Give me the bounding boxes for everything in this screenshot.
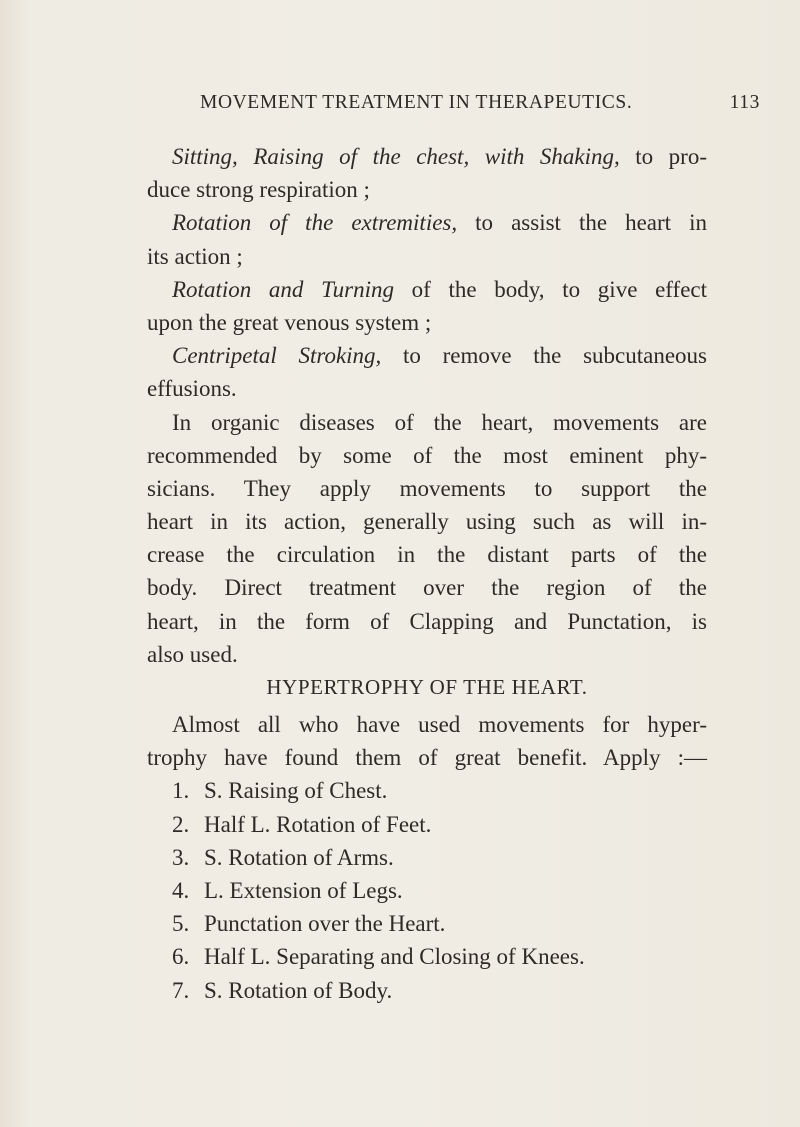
list-item (147, 874, 707, 907)
list-number: 6. (172, 944, 190, 970)
list-text: L. Extension of Legs. (204, 877, 403, 903)
list-text: Half L. Rotation of Feet. (204, 811, 432, 837)
text-line (147, 339, 707, 372)
list-item (147, 774, 707, 807)
text-line (147, 206, 707, 239)
page-number: 113 (729, 92, 760, 113)
text-line: heart, in the form of Clapping and Punctation, is (147, 608, 707, 634)
text-line: sicians. They apply movements to support the (147, 475, 707, 501)
text-line: crease the circulation in the distant parts of the (147, 542, 707, 568)
text-line: In organic diseases of the heart, movements are (172, 409, 707, 435)
list-item (147, 940, 707, 973)
list-number: 5. (172, 911, 190, 937)
text-line: recommended by some of the most eminent phy- (147, 442, 707, 468)
text-line: Almost all who have used movements for hyper- (172, 712, 707, 737)
text-line: trophy have found them of great benefit. Apply :— (147, 745, 707, 771)
list-text: S. Rotation of Body. (204, 977, 393, 1003)
text-line: its action ; (147, 243, 243, 269)
body-text-bottom (147, 708, 707, 1007)
italic-phrase: Rotation of the extremities, (172, 210, 458, 236)
list-text: Punctation over the Heart. (204, 911, 446, 937)
section-heading: HYPERTROPHY OF THE HEART. (266, 675, 588, 699)
list-item (147, 808, 707, 841)
body-text-top (147, 140, 707, 671)
list-number: 2. (172, 811, 190, 837)
list-number: 3. (172, 844, 190, 870)
text-line: also used. (147, 641, 238, 667)
text-line: heart in its action, generally using such as will in- (147, 509, 707, 535)
list-item (147, 907, 707, 940)
text-line: upon the great venous system ; (147, 309, 432, 335)
list-item (147, 974, 707, 1007)
text-fragment: of the body, to give effect (393, 276, 708, 302)
text-line: body. Direct treatment over the region of the (147, 575, 707, 601)
italic-phrase: Sitting, Raising of the chest, with Shaking, (172, 144, 620, 169)
list-number: 1. (172, 778, 190, 804)
italic-phrase: Rotation and Turning (172, 276, 394, 302)
list-number: 7. (172, 977, 190, 1003)
running-header (200, 92, 760, 114)
list-number: 4. (172, 877, 190, 903)
text-fragment: to assist the heart in (457, 210, 707, 236)
running-title: MOVEMENT TREATMENT IN THERAPEUTICS. (200, 92, 633, 113)
text-line (147, 140, 707, 173)
text-line (147, 273, 707, 306)
list-text: Half L. Separating and Closing of Knees. (204, 944, 585, 970)
list-text: S. Rotation of Arms. (204, 844, 394, 870)
list-item (147, 841, 707, 874)
text-line: duce strong respiration ; (147, 177, 370, 203)
text-line: effusions. (147, 376, 237, 402)
italic-phrase: Centripetal Stroking, (172, 343, 382, 369)
list-text: S. Raising of Chest. (204, 778, 388, 804)
text-fragment: to remove the subcutaneous (381, 343, 707, 369)
text-fragment: to pro- (619, 144, 707, 169)
